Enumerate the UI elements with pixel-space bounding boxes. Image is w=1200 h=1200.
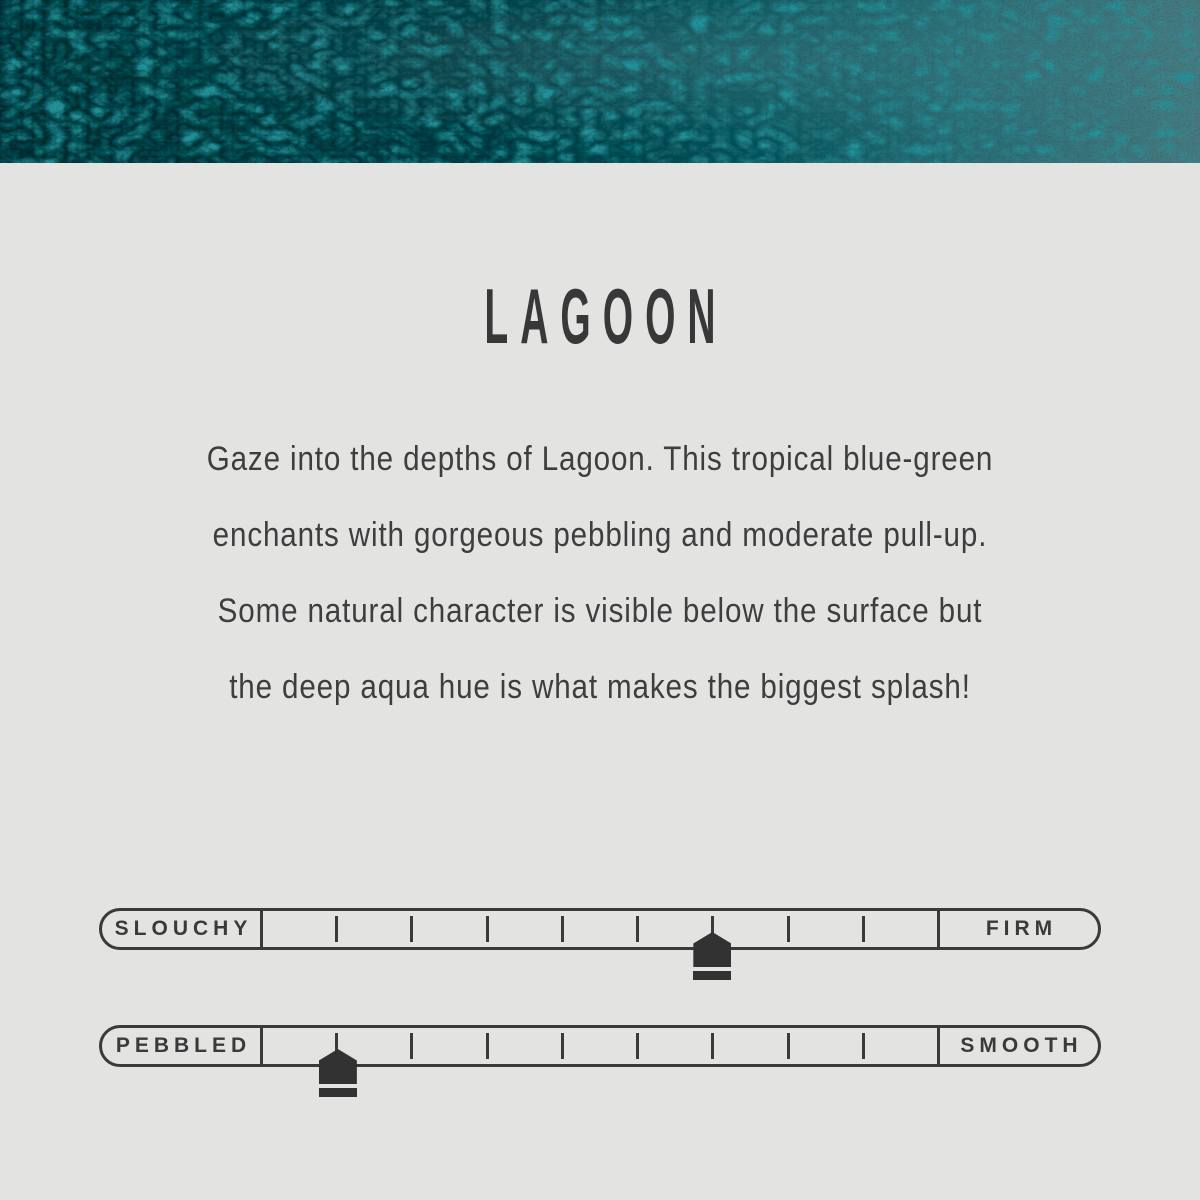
texture-right-label: SMOOTH [960,1034,1083,1057]
firmness-marker [693,932,731,980]
firmness-scale [99,908,1101,950]
tick-mark [787,916,790,942]
texture-tick-track [263,1028,937,1064]
tick-mark [636,1033,639,1059]
firmness-marker-underline [693,971,731,980]
texture-marker-underline [319,1088,357,1097]
texture-left-label-box [102,1028,263,1064]
tick-mark [711,1033,714,1059]
leather-texture-image [0,0,1200,163]
firmness-left-label-box [102,911,263,947]
tick-mark [561,916,564,942]
texture-marker [319,1049,357,1097]
tick-mark [410,916,413,942]
tick-mark [335,916,338,942]
texture-marker-pointer-icon [319,1049,357,1084]
description-line: the deep aqua hue is what makes the biggest splash! [229,668,971,706]
texture-right-label-box [937,1028,1098,1064]
texture-scale [99,1025,1101,1067]
tick-mark [561,1033,564,1059]
tick-mark [787,1033,790,1059]
firmness-right-label: FIRM [985,917,1058,940]
description-line: enchants with gorgeous pebbling and moderate pull-up. [212,516,988,554]
tick-mark [486,916,489,942]
tick-mark [862,916,865,942]
leather-texture-svg [0,0,1200,163]
firmness-marker-pointer-icon [693,932,731,967]
firmness-right-label-box [937,911,1098,947]
description-line: Some natural character is visible below the surface but [217,592,983,630]
firmness-tick-track [263,911,937,947]
tick-mark [486,1033,489,1059]
leather-name-title: LAGOON [484,272,728,360]
leather-description [0,421,1200,725]
tick-mark [636,916,639,942]
firmness-left-label: SLOUCHY [114,917,253,940]
tick-mark [410,1033,413,1059]
description-line: Gaze into the depths of Lagoon. This tropical blue-green [206,440,994,478]
tick-mark [862,1033,865,1059]
texture-left-label: PEBBLED [115,1034,252,1057]
